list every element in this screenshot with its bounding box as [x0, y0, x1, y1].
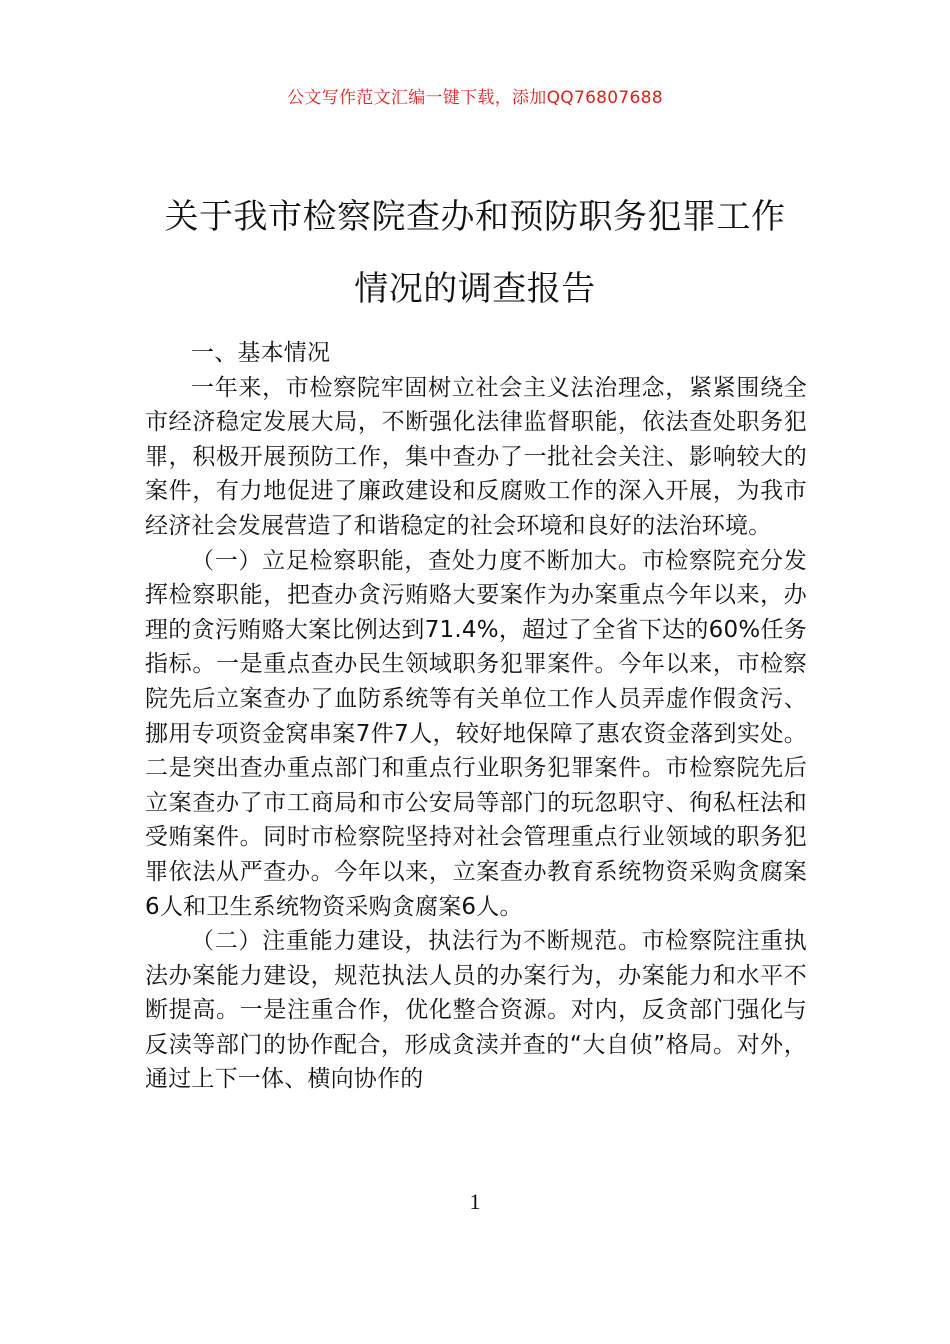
section-heading: 一、基本情况 [191, 340, 331, 366]
report-body [145, 336, 807, 1097]
page-number: 1 [469, 1189, 481, 1214]
report-title-line-2: 情况的调查报告 [354, 268, 596, 309]
paragraph-capacity-building: （二）注重能力建设，执法行为不断规范。市检察院注重执法办案能力建设，规范执法人员的办案行为，办案能力和水平不断提高。一是注重合作，优化整合资源。对内，反贪部门强化与反渎等部门的协作配合，形成贪渎并查的“大自侦”格局。对外，通过上下一体、横向协作的 [145, 928, 807, 1093]
report-title-line-1: 关于我市检察院查办和预防职务犯罪工作 [164, 196, 786, 237]
download-notice: 公文写作范文汇编一键下载，添加QQ76807688 [287, 88, 663, 108]
paragraph-prosecution-function: （一）立足检察职能，查处力度不断加大。市检察院充分发挥检察职能，把查办贪污贿赂大要案作为办案重点今年以来，办理的贪污贿赂大案比例达到71.4%，超过了全省下达的60%任务指标。一是重点查办民生领域职务犯罪案件。今年以来，市检察院先后立案查办了血防系统等有关单位工作人员弄虚作假贪污、挪用专项资金窝串案7件7人，较好地保障了惠农资金落到实处。二是突出查办重点部门和重点行业职务犯罪案件。市检察院先后立案查办了市工商局和市公安局等部门的玩忽职守、徇私枉法和受贿案件。同时市检察院坚持对社会管理重点行业领域的职务犯罪依法从严查办。今年以来，立案查办教育系统物资采购贪腐案6人和卫生系统物资采购贪腐案6人。 [145, 547, 807, 920]
paragraph-overview: 一年来，市检察院牢固树立社会主义法治理念，紧紧围绕全市经济稳定发展大局，不断强化法律监督职能，依法查处职务犯罪，积极开展预防工作，集中查办了一批社会关注、影响较大的案件，有力地促进了廉政建设和反腐败工作的深入开展，为我市经济社会发展营造了和谐稳定的社会环境和良好的法治环境。 [145, 374, 807, 539]
